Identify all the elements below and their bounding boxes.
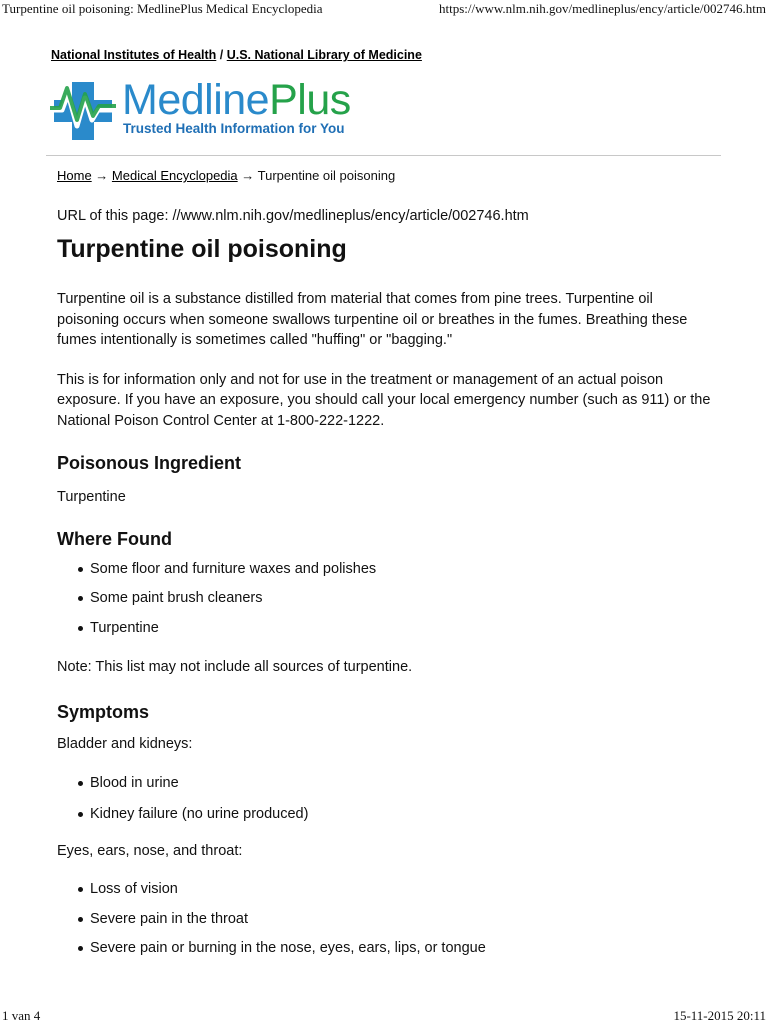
article-content [57, 167, 717, 957]
print-url: https://www.nlm.nih.gov/medlineplus/ency/article/002746.htm [438, 1, 766, 16]
print-title: Turpentine oil poisoning: MedlinePlus Medical Encyclopedia [2, 1, 323, 16]
section-heading-symptoms: Symptoms [57, 702, 150, 722]
breadcrumb-current: Turpentine oil poisoning [257, 168, 396, 183]
symptoms-eyes-list [57, 880, 717, 957]
breadcrumb-home-link[interactable]: Home [57, 168, 92, 183]
print-timestamp: 15-11-2015 20:11 [673, 1008, 766, 1023]
list-item: Kidney failure (no urine produced) [57, 805, 717, 823]
header-divider [46, 155, 721, 156]
intro-paragraph: Turpentine oil is a substance distilled from material that comes from pine trees. Turpentine oil poisoning occurs when someone swallows turpentine oil or breathes in the fumes. Breathing these fumes intentionally is sometimes called "huffing" or "bagging." [57, 291, 688, 348]
print-page-number: 1 van 4 [2, 1008, 41, 1023]
symptoms-bladder-label: Bladder and kidneys: [57, 736, 193, 752]
org-separator: / [216, 48, 227, 62]
page-title: Turpentine oil poisoning [57, 235, 347, 263]
list-item: Some floor and furniture waxes and polishes [57, 560, 717, 578]
logo-name-plus: Plus [269, 76, 351, 124]
nlm-link[interactable]: U.S. National Library of Medicine [226, 48, 422, 62]
where-found-note: Note: This list may not include all sources of turpentine. [57, 658, 413, 675]
logo-name-main: Medline [122, 76, 270, 124]
list-item: Loss of vision [57, 880, 717, 898]
breadcrumb-encyclopedia-link[interactable]: Medical Encyclopedia [111, 168, 238, 183]
page-url-line: URL of this page: //www.nlm.nih.gov/medlineplus/ency/article/002746.htm [57, 208, 529, 224]
org-links [51, 48, 422, 62]
section-heading-where-found: Where Found [57, 528, 172, 549]
section-heading-ingredient: Poisonous Ingredient [57, 453, 242, 473]
breadcrumb-arrow: → [91, 168, 112, 183]
disclaimer-paragraph: This is for information only and not for use in the treatment or management of an actual poison exposure. If you have an exposure, you should call your local emergency number (such as 911) or the National Poison Control Center at 1-800-222-1222. [57, 371, 711, 429]
nih-link[interactable]: National Institutes of Health [51, 48, 217, 62]
pdf-print-footer [0, 1007, 768, 1025]
breadcrumb-arrow: → [237, 168, 258, 183]
medlineplus-logo[interactable] [50, 76, 370, 144]
symptoms-bladder-list [57, 774, 717, 823]
pdf-print-header [0, 0, 768, 18]
breadcrumb [57, 167, 717, 185]
ingredient-text: Turpentine [57, 489, 126, 505]
logo-tagline: Trusted Health Information for You [123, 121, 345, 136]
list-item: Blood in urine [57, 774, 717, 792]
where-found-list [57, 560, 717, 637]
list-item: Severe pain or burning in the nose, eyes, ears, lips, or tongue [57, 939, 717, 957]
list-item: Severe pain in the throat [57, 910, 717, 928]
medlineplus-logo-icon [50, 80, 116, 142]
list-item: Some paint brush cleaners [57, 589, 717, 607]
logo-wordmark [122, 76, 351, 125]
list-item: Turpentine [57, 619, 717, 637]
symptoms-eyes-label: Eyes, ears, nose, and throat: [57, 842, 243, 859]
